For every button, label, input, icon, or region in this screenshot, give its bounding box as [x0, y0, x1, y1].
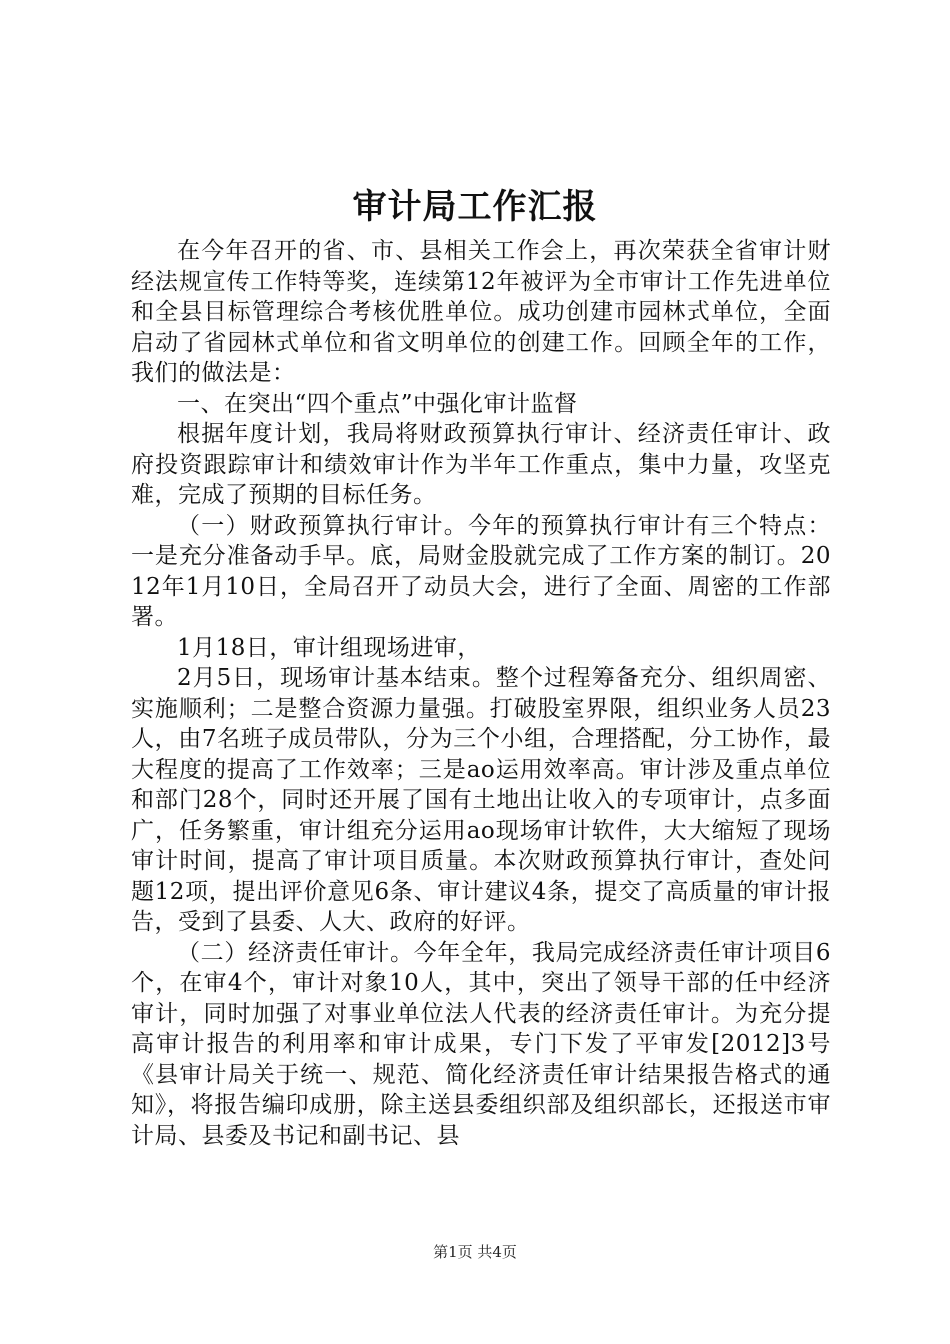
budget-audit-paragraph: （一）财政预算执行审计。今年的预算执行审计有三个特点：一是充分准备动手早。底，局财金股就完成了工作方案的制订。2012年1月10日，全局召开了动员大会，进行了全面、周密的工作部署。 — [131, 512, 831, 630]
date-jan-paragraph: 1月18日，审计组现场进审， — [177, 634, 481, 661]
page-number: 第1页 共4页 — [433, 1243, 517, 1261]
plan-paragraph: 根据年度计划，我局将财政预算执行审计、经济责任审计、政府投资跟踪审计和绩效审计作为半年工作重点，集中力量，攻坚克难，完成了预期的目标任务。 — [131, 421, 831, 508]
document-title: 审计局工作汇报 — [352, 187, 598, 227]
economic-audit-paragraph: （二）经济责任审计。今年全年，我局完成经济责任审计项目6个，在审4个，审计对象10人，其中，突出了领导干部的任中经济审计，同时加强了对事业单位法人代表的经济责任审计。为充分提高审计报告的利用率和审计成果，专门下发了平审发[2012]3号《县审计局关于统一、规范、简化经济责任审计结果报告格式的通知》，将报告编印成册，除主送县委组织部及组织部长，还报送市审计局、县委及书记和副书记、县 — [131, 939, 831, 1149]
intro-paragraph: 在今年召开的省、市、县相关工作会上，再次荣获全省审计财经法规宣传工作特等奖，连续第12年被评为全市审计工作先进单位和全县目标管理综合考核优胜单位。成功创建市园林式单位，全面启动了省园林式单位和省文明单位的创建工作。回顾全年的工作，我们的做法是： — [131, 238, 831, 386]
document-body — [131, 236, 831, 1151]
date-feb-paragraph: 2月5日，现场审计基本结束。整个过程筹备充分、组织周密、实施顺利；二是整合资源力量强。打破股室界限，组织业务人员23人，由7名班子成员带队，分为三个小组，合理搭配，分工协作，最大程度的提高了工作效率；三是ao运用效率高。审计涉及重点单位和部门28个，同时还开展了国有土地出让收入的专项审计，点多面广，任务繁重，审计组充分运用ao现场审计软件，大大缩短了现场审计时间，提高了审计项目质量。本次财政预算执行审计，查处问题12项，提出评价意见6条、审计建议4条，提交了高质量的审计报告，受到了县委、人大、政府的好评。 — [131, 665, 831, 935]
section-heading: 一、在突出“四个重点”中强化审计监督 — [177, 390, 578, 417]
